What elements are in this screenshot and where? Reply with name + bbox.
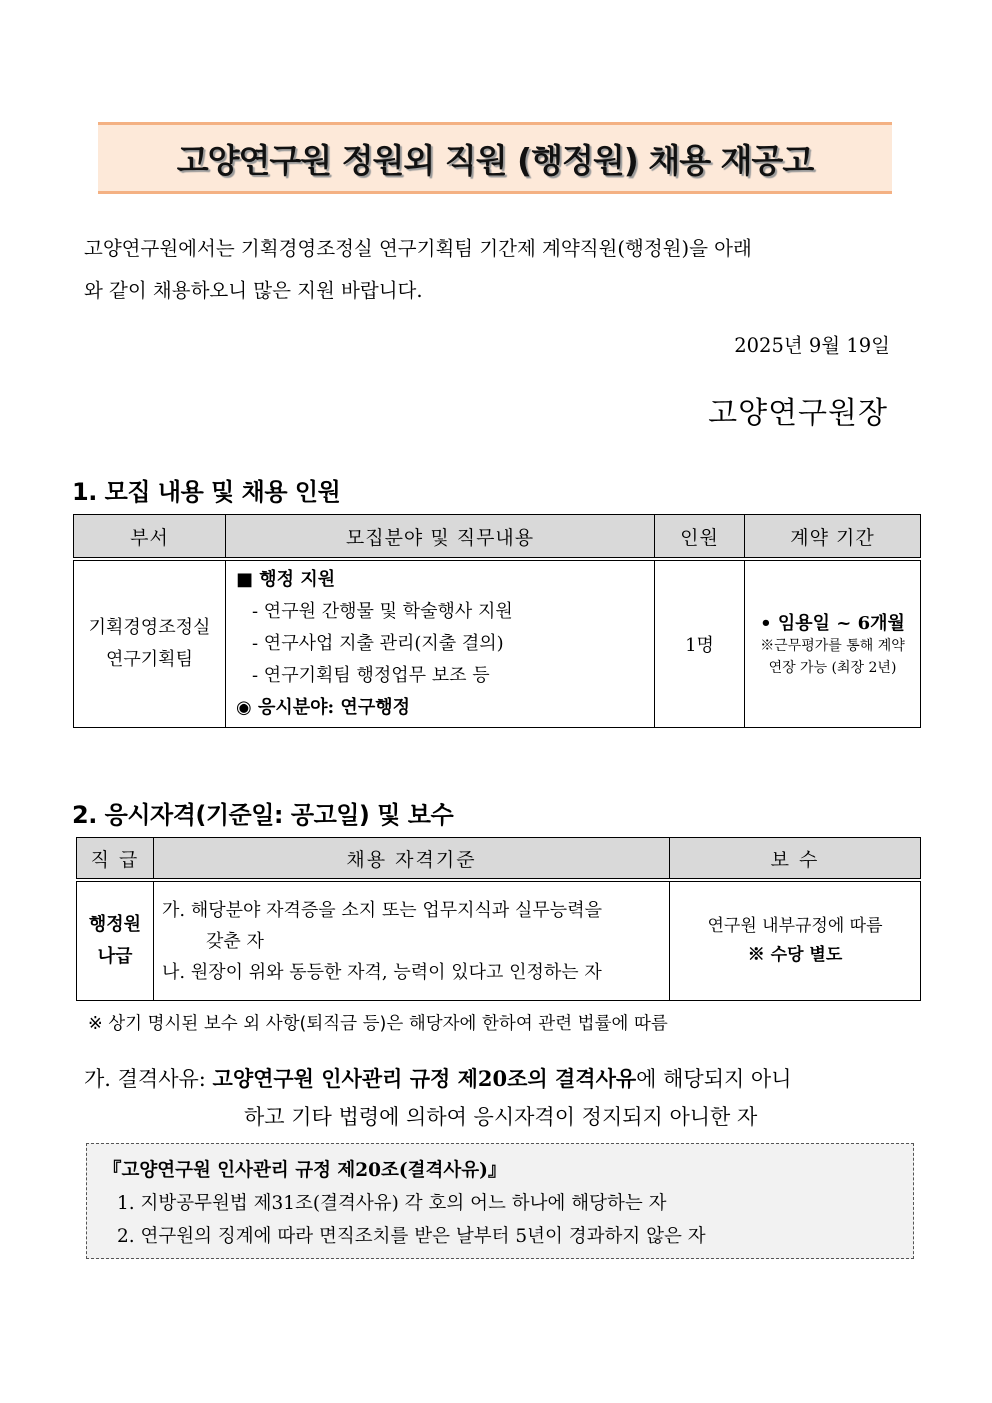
regulation-item: 2. 연구원의 징계에 따라 면직조치를 받은 날부터 5년이 경과하지 않은 자 <box>117 1226 706 1247</box>
header-duty: 모집분야 및 직무내용 <box>226 515 655 558</box>
table-row <box>74 561 921 728</box>
intro-paragraph <box>84 228 920 312</box>
period-main: • 임용일 ~ 6개월 <box>760 613 905 634</box>
grade-line-1: 행정원 <box>88 914 142 935</box>
header-period: 계약 기간 <box>745 515 921 558</box>
grade-line-2: 나급 <box>97 946 133 967</box>
title-banner <box>98 122 892 194</box>
dept-line-1: 기획경영조정실 <box>88 617 211 638</box>
period-cell <box>745 561 921 728</box>
application-field: ◉ 응시분야: 연구행정 <box>236 697 410 718</box>
section-1-heading: 1. 모집 내용 및 채용 인원 <box>72 478 341 506</box>
duty-item: - 연구원 간행물 및 학술행사 지원 <box>252 601 513 622</box>
period-note-1: ※근무평가를 통해 계약 <box>760 638 905 654</box>
criteria-item-1: 가. 해당분야 자격증을 소지 또는 업무지식과 실무능력을 <box>162 899 602 921</box>
duty-cell <box>226 561 655 728</box>
duty-title: ■ 행정 지원 <box>236 569 336 590</box>
header-grade: 직 급 <box>77 838 154 879</box>
page-title: 고양연구원 정원외 직원 (행정원) 채용 재공고 <box>176 140 814 180</box>
regulation-box <box>86 1143 914 1259</box>
grade-cell <box>77 882 154 1001</box>
regulation-item: 1. 지방공무원법 제31조(결격사유) 각 호의 어느 하나에 해당하는 자 <box>117 1193 667 1214</box>
criteria-cell <box>154 882 670 1001</box>
criteria-item-2: 나. 원장이 위와 동등한 자격, 능력이 있다고 인정하는 자 <box>162 961 602 983</box>
pay-cell <box>670 882 921 1001</box>
recruitment-table <box>73 514 921 728</box>
disqualification-rest: 에 해당되지 아니 <box>636 1067 792 1091</box>
table-header-row <box>77 838 921 879</box>
pay-line-2: ※ 수당 별도 <box>747 945 843 965</box>
header-count: 인원 <box>655 515 745 558</box>
header-pay: 보 수 <box>670 838 921 879</box>
disqualification-line-2: 하고 기타 법령에 의하여 응시자격이 정지되지 아니한 자 <box>244 1105 758 1129</box>
disqualification-prefix: 가. 결격사유: <box>84 1067 213 1091</box>
intro-line-1: 고양연구원에서는 기획경영조정실 연구기획팀 기간제 계약직원(행정원)을 아래 <box>84 237 752 260</box>
table-header-row <box>74 515 921 558</box>
announcement-date: 2025년 9월 19일 <box>734 334 890 357</box>
header-criteria: 채용 자격기준 <box>154 838 670 879</box>
duty-item: - 연구기획팀 행정업무 보조 등 <box>252 665 490 686</box>
table-row <box>77 882 921 1001</box>
dept-cell <box>74 561 226 728</box>
regulation-title: 『고양연구원 인사관리 규정 제20조(결격사유)』 <box>103 1160 507 1181</box>
dept-line-2: 연구기획팀 <box>106 649 193 670</box>
disqualification-bold: 고양연구원 인사관리 규정 제20조의 결격사유 <box>212 1066 637 1091</box>
intro-line-2: 와 같이 채용하오니 많은 지원 바랍니다. <box>84 279 423 302</box>
pay-footnote: ※ 상기 명시된 보수 외 사항(퇴직금 등)은 해당자에 한하여 관련 법률에 따름 <box>88 1014 668 1034</box>
section-2-heading: 2. 응시자격(기준일: 공고일) 및 보수 <box>72 801 454 829</box>
signer: 고양연구원장 <box>708 396 888 431</box>
duty-item: - 연구사업 지출 관리(지출 결의) <box>252 633 504 654</box>
qualification-table <box>76 837 921 1001</box>
count-cell: 1명 <box>655 561 745 728</box>
period-note-2: 연장 가능 (최장 2년) <box>768 660 897 676</box>
criteria-item-1-cont: 갖춘 자 <box>206 930 264 952</box>
disqualification-line-1 <box>84 1060 920 1098</box>
pay-line-1: 연구원 내부규정에 따름 <box>707 916 883 936</box>
header-dept: 부서 <box>74 515 226 558</box>
disqualification <box>84 1060 920 1136</box>
